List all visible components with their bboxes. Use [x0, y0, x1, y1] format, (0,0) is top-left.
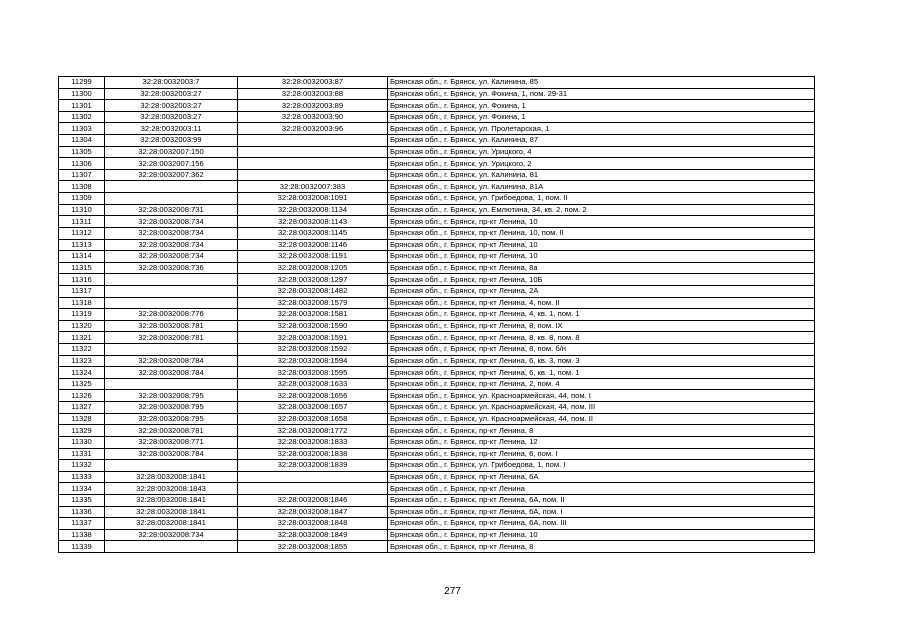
table-row [59, 262, 815, 274]
address-cell: Брянская обл., г. Брянск, ул. Калинина, 87 [388, 135, 815, 147]
address-cell: Брянская обл., г. Брянск, пр-кт Ленина, 8 [388, 425, 815, 437]
address-cell: Брянская обл., г. Брянск, пр-кт Ленина, 6А, пом. II [388, 494, 815, 506]
row-number-cell: 11299 [59, 77, 105, 89]
object-number-cell: 32:28:0032008:1595 [238, 367, 388, 379]
cadastral-number-cell [105, 297, 238, 309]
object-number-cell: 32:28:0032008:1134 [238, 204, 388, 216]
table-row [59, 529, 815, 541]
address-cell: Брянская обл., г. Брянск, пр-кт Ленина, 4, кв. 1, пом. 1 [388, 309, 815, 321]
cadastral-number-cell [105, 378, 238, 390]
row-number-cell: 11323 [59, 355, 105, 367]
object-number-cell [238, 158, 388, 170]
cadastral-number-cell: 32:28:0032003:27 [105, 111, 238, 123]
address-cell: Брянская обл., г. Брянск, ул. Красноармейская, 44, пом. II [388, 413, 815, 425]
cadastral-number-cell: 32:28:0032008:784 [105, 448, 238, 460]
row-number-cell: 11335 [59, 494, 105, 506]
row-number-cell: 11313 [59, 239, 105, 251]
row-number-cell: 11332 [59, 460, 105, 472]
address-cell: Брянская обл., г. Брянск, пр-кт Ленина, 6А [388, 471, 815, 483]
address-cell: Брянская обл., г. Брянск, ул. Калинина, 81 [388, 169, 815, 181]
cadastral-number-cell [105, 344, 238, 356]
object-number-cell: 32:28:0032008:1855 [238, 541, 388, 553]
object-number-cell: 32:28:0032008:1592 [238, 344, 388, 356]
address-cell: Брянская обл., г. Брянск, пр-кт Ленина, 10Б [388, 274, 815, 286]
row-number-cell: 11334 [59, 483, 105, 495]
object-number-cell: 32:28:0032008:1833 [238, 436, 388, 448]
cadastral-number-cell [105, 181, 238, 193]
address-cell: Брянская обл., г. Брянск, ул. Фокина, 1 [388, 111, 815, 123]
cadastral-number-cell: 32:28:0032008:781 [105, 320, 238, 332]
row-number-cell: 11336 [59, 506, 105, 518]
object-number-cell: 32:28:0032008:1656 [238, 390, 388, 402]
address-cell: Брянская обл., г. Брянск, пр-кт Ленина, 6, кв. 1, пом. 1 [388, 367, 815, 379]
object-number-cell: 32:28:0032003:96 [238, 123, 388, 135]
row-number-cell: 11333 [59, 471, 105, 483]
table-row [59, 193, 815, 205]
table-row [59, 541, 815, 553]
row-number-cell: 11322 [59, 344, 105, 356]
object-number-cell: 32:28:0032003:88 [238, 88, 388, 100]
object-number-cell: 32:28:0032008:1657 [238, 402, 388, 414]
cadastral-number-cell: 32:28:0032008:784 [105, 367, 238, 379]
table-row [59, 239, 815, 251]
cadastral-number-cell: 32:28:0032008:781 [105, 332, 238, 344]
address-cell: Брянская обл., г. Брянск, пр-кт Ленина, 10, пом. II [388, 227, 815, 239]
table-row [59, 436, 815, 448]
row-number-cell: 11316 [59, 274, 105, 286]
row-number-cell: 11328 [59, 413, 105, 425]
address-cell: Брянская обл., г. Брянск, пр-кт Ленина, 6, пом. I [388, 448, 815, 460]
cadastral-number-cell: 32:28:0032003:11 [105, 123, 238, 135]
address-cell: Брянская обл., г. Брянск, пр-кт Ленина, 10 [388, 251, 815, 263]
row-number-cell: 11300 [59, 88, 105, 100]
table-row [59, 344, 815, 356]
table-row [59, 274, 815, 286]
address-cell: Брянская обл., г. Брянск, пр-кт Ленина, 10 [388, 239, 815, 251]
object-number-cell: 32:28:0032003:87 [238, 77, 388, 89]
row-number-cell: 11337 [59, 518, 105, 530]
table-row [59, 146, 815, 158]
object-number-cell: 32:28:0032003:90 [238, 111, 388, 123]
object-number-cell: 32:28:0032007:383 [238, 181, 388, 193]
table-row [59, 251, 815, 263]
object-number-cell [238, 135, 388, 147]
row-number-cell: 11319 [59, 309, 105, 321]
cadastral-number-cell: 32:28:0032008:795 [105, 390, 238, 402]
row-number-cell: 11324 [59, 367, 105, 379]
cadastral-number-cell: 32:28:0032007:362 [105, 169, 238, 181]
cadastral-number-cell [105, 541, 238, 553]
table-row [59, 111, 815, 123]
table-row [59, 367, 815, 379]
table-row [59, 425, 815, 437]
row-number-cell: 11309 [59, 193, 105, 205]
object-number-cell: 32:28:0032008:1581 [238, 309, 388, 321]
row-number-cell: 11303 [59, 123, 105, 135]
address-cell: Брянская обл., г. Брянск, пр-кт Ленина, 8, кв. 8, пом. 8 [388, 332, 815, 344]
object-number-cell: 32:28:0032008:1091 [238, 193, 388, 205]
cadastral-number-cell [105, 285, 238, 297]
address-cell: Брянская обл., г. Брянск, ул. Грибоедова, 1, пом. I [388, 460, 815, 472]
object-number-cell: 32:28:0032008:1772 [238, 425, 388, 437]
table-row [59, 471, 815, 483]
table-row [59, 297, 815, 309]
cadastral-number-cell: 32:28:0032008:1841 [105, 518, 238, 530]
object-number-cell [238, 471, 388, 483]
cadastral-number-cell [105, 274, 238, 286]
object-number-cell: 32:28:0032008:1839 [238, 460, 388, 472]
cadastral-number-cell: 32:28:0032008:734 [105, 239, 238, 251]
object-number-cell: 32:28:0032008:1591 [238, 332, 388, 344]
table-row [59, 483, 815, 495]
address-cell: Брянская обл., г. Брянск, ул. Урицкого, 2 [388, 158, 815, 170]
address-cell: Брянская обл., г. Брянск, ул. Калинина, 85 [388, 77, 815, 89]
object-number-cell: 32:28:0032008:1146 [238, 239, 388, 251]
table-row [59, 216, 815, 228]
object-number-cell: 32:28:0032008:1579 [238, 297, 388, 309]
table-row [59, 309, 815, 321]
cadastral-number-cell: 32:28:0032003:7 [105, 77, 238, 89]
row-number-cell: 11330 [59, 436, 105, 448]
object-number-cell: 32:28:0032008:1297 [238, 274, 388, 286]
address-cell: Брянская обл., г. Брянск, ул. Урицкого, 4 [388, 146, 815, 158]
row-number-cell: 11315 [59, 262, 105, 274]
cadastral-number-cell [105, 460, 238, 472]
row-number-cell: 11321 [59, 332, 105, 344]
cadastral-number-cell: 32:28:0032008:1841 [105, 494, 238, 506]
row-number-cell: 11311 [59, 216, 105, 228]
address-cell: Брянская обл., г. Брянск, ул. Калинина, 81А [388, 181, 815, 193]
address-cell: Брянская обл., г. Брянск, пр-кт Ленина, 12 [388, 436, 815, 448]
address-cell: Брянская обл., г. Брянск, ул. Грибоедова, 1, пом. II [388, 193, 815, 205]
row-number-cell: 11326 [59, 390, 105, 402]
table-row [59, 494, 815, 506]
table-row [59, 135, 815, 147]
object-number-cell [238, 483, 388, 495]
cadastral-number-cell [105, 193, 238, 205]
cadastral-number-cell: 32:28:0032008:1841 [105, 506, 238, 518]
address-cell: Брянская обл., г. Брянск, ул. Фокина, 1, пом. 29-31 [388, 88, 815, 100]
object-number-cell: 32:28:0032008:1594 [238, 355, 388, 367]
object-number-cell: 32:28:0032008:1847 [238, 506, 388, 518]
table-row [59, 100, 815, 112]
cadastral-number-cell: 32:28:0032003:27 [105, 88, 238, 100]
address-cell: Брянская обл., г. Брянск, ул. Красноармейская, 44, пом. I [388, 390, 815, 402]
cadastral-number-cell: 32:28:0032008:1843 [105, 483, 238, 495]
address-cell: Брянская обл., г. Брянск, ул. Фокина, 1 [388, 100, 815, 112]
table-row [59, 390, 815, 402]
row-number-cell: 11314 [59, 251, 105, 263]
address-cell: Брянская обл., г. Брянск, пр-кт Ленина, 8 [388, 541, 815, 553]
object-number-cell: 32:28:0032008:1145 [238, 227, 388, 239]
row-number-cell: 11306 [59, 158, 105, 170]
cadastral-number-cell: 32:28:0032008:784 [105, 355, 238, 367]
cadastral-number-cell: 32:28:0032008:795 [105, 402, 238, 414]
table-row [59, 506, 815, 518]
row-number-cell: 11320 [59, 320, 105, 332]
object-number-cell [238, 169, 388, 181]
address-cell: Брянская обл., г. Брянск, ул. Емлютина, 34, кв. 2, пом. 2 [388, 204, 815, 216]
row-number-cell: 11331 [59, 448, 105, 460]
cadastral-number-cell: 32:28:0032008:731 [105, 204, 238, 216]
row-number-cell: 11329 [59, 425, 105, 437]
row-number-cell: 11338 [59, 529, 105, 541]
cadastral-number-cell: 32:28:0032008:1841 [105, 471, 238, 483]
object-number-cell: 32:28:0032008:1846 [238, 494, 388, 506]
table-row [59, 77, 815, 89]
table-row [59, 378, 815, 390]
table-row [59, 518, 815, 530]
cadastral-number-cell: 32:28:0032008:736 [105, 262, 238, 274]
address-cell: Брянская обл., г. Брянск, пр-кт Ленина, 2, пом. 4 [388, 378, 815, 390]
row-number-cell: 11312 [59, 227, 105, 239]
row-number-cell: 11304 [59, 135, 105, 147]
cadastral-number-cell: 32:28:0032003:27 [105, 100, 238, 112]
table-row [59, 158, 815, 170]
cadastral-number-cell: 32:28:0032008:771 [105, 436, 238, 448]
row-number-cell: 11305 [59, 146, 105, 158]
address-cell: Брянская обл., г. Брянск, пр-кт Ленина [388, 483, 815, 495]
object-number-cell: 32:28:0032008:1482 [238, 285, 388, 297]
address-cell: Брянская обл., г. Брянск, пр-кт Ленина, 10 [388, 216, 815, 228]
table-row [59, 402, 815, 414]
address-cell: Брянская обл., г. Брянск, ул. Красноармейская, 44, пом. III [388, 402, 815, 414]
object-number-cell: 32:28:0032003:89 [238, 100, 388, 112]
registry-table [58, 76, 815, 553]
table-row [59, 448, 815, 460]
address-cell: Брянская обл., г. Брянск, пр-кт Ленина, 8, пом. IX [388, 320, 815, 332]
address-cell: Брянская обл., г. Брянск, ул. Пролетарская, 1 [388, 123, 815, 135]
page-number: 277 [444, 586, 461, 597]
address-cell: Брянская обл., г. Брянск, пр-кт Ленина, 8, пом. б/н [388, 344, 815, 356]
object-number-cell: 32:28:0032008:1658 [238, 413, 388, 425]
cadastral-number-cell: 32:28:0032008:734 [105, 227, 238, 239]
row-number-cell: 11327 [59, 402, 105, 414]
cadastral-number-cell: 32:28:0032008:795 [105, 413, 238, 425]
address-cell: Брянская обл., г. Брянск, пр-кт Ленина, 6А, пом. I [388, 506, 815, 518]
table-row [59, 204, 815, 216]
address-cell: Брянская обл., г. Брянск, пр-кт Ленина, 4, пом. II [388, 297, 815, 309]
table-row [59, 88, 815, 100]
table-row [59, 181, 815, 193]
row-number-cell: 11301 [59, 100, 105, 112]
cadastral-number-cell: 32:28:0032008:734 [105, 216, 238, 228]
table-row [59, 227, 815, 239]
object-number-cell: 32:28:0032008:1143 [238, 216, 388, 228]
address-cell: Брянская обл., г. Брянск, пр-кт Ленина, 6А, пом. III [388, 518, 815, 530]
object-number-cell [238, 146, 388, 158]
row-number-cell: 11310 [59, 204, 105, 216]
table-row [59, 285, 815, 297]
address-cell: Брянская обл., г. Брянск, пр-кт Ленина, 8а [388, 262, 815, 274]
object-number-cell: 32:28:0032008:1590 [238, 320, 388, 332]
cadastral-number-cell: 32:28:0032008:776 [105, 309, 238, 321]
object-number-cell: 32:28:0032008:1849 [238, 529, 388, 541]
row-number-cell: 11318 [59, 297, 105, 309]
object-number-cell: 32:28:0032008:1191 [238, 251, 388, 263]
row-number-cell: 11302 [59, 111, 105, 123]
table-row [59, 413, 815, 425]
cadastral-number-cell: 32:28:0032008:781 [105, 425, 238, 437]
table-row [59, 460, 815, 472]
table-row [59, 320, 815, 332]
row-number-cell: 11317 [59, 285, 105, 297]
table-row [59, 332, 815, 344]
cadastral-number-cell: 32:28:0032007:150 [105, 146, 238, 158]
object-number-cell: 32:28:0032008:1838 [238, 448, 388, 460]
object-number-cell: 32:28:0032008:1633 [238, 378, 388, 390]
address-cell: Брянская обл., г. Брянск, пр-кт Ленина, 2А [388, 285, 815, 297]
row-number-cell: 11339 [59, 541, 105, 553]
row-number-cell: 11307 [59, 169, 105, 181]
row-number-cell: 11308 [59, 181, 105, 193]
table-row [59, 123, 815, 135]
cadastral-number-cell: 32:28:0032003:99 [105, 135, 238, 147]
object-number-cell: 32:28:0032008:1205 [238, 262, 388, 274]
registry-table-body [59, 77, 815, 553]
table-row [59, 355, 815, 367]
address-cell: Брянская обл., г. Брянск, пр-кт Ленина, 10 [388, 529, 815, 541]
object-number-cell: 32:28:0032008:1848 [238, 518, 388, 530]
table-row [59, 169, 815, 181]
cadastral-number-cell: 32:28:0032008:734 [105, 251, 238, 263]
address-cell: Брянская обл., г. Брянск, пр-кт Ленина, 6, кв. 3, пом. 3 [388, 355, 815, 367]
cadastral-number-cell: 32:28:0032008:734 [105, 529, 238, 541]
row-number-cell: 11325 [59, 378, 105, 390]
cadastral-number-cell: 32:28:0032007:156 [105, 158, 238, 170]
